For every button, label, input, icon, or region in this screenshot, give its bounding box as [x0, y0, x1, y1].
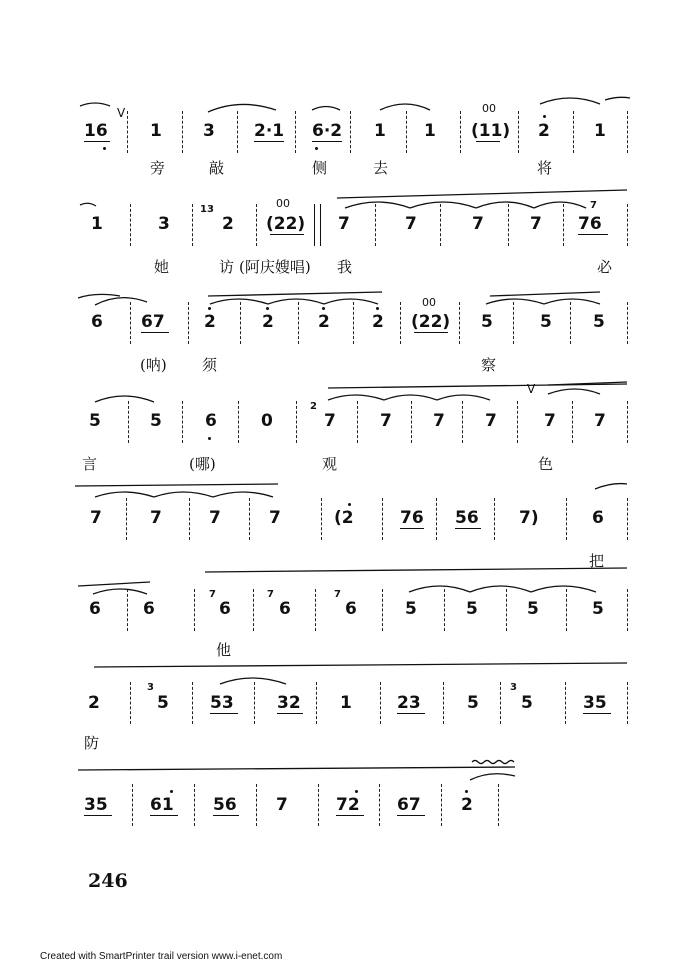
slur — [531, 586, 596, 592]
note: 7 — [150, 508, 162, 528]
lyric: 敲 — [209, 159, 225, 177]
slur — [95, 396, 154, 402]
slur — [208, 292, 382, 296]
note: 6 — [205, 411, 217, 431]
lyric: 他 — [216, 641, 232, 659]
note: 7 — [485, 411, 497, 431]
note: 7 — [338, 214, 350, 234]
note: 76 — [400, 508, 424, 528]
lyric: 色 — [538, 455, 554, 473]
note: 5 — [157, 693, 169, 713]
note-parenthesized: (22) — [266, 214, 306, 234]
slur — [95, 492, 154, 497]
note: 2 — [461, 795, 473, 815]
slur — [548, 389, 600, 394]
slur — [410, 202, 476, 208]
slur — [470, 774, 515, 780]
note: 3 — [158, 214, 170, 234]
note: 6 — [592, 508, 604, 528]
note: 5 — [521, 693, 533, 713]
lyric: 去 — [373, 159, 389, 177]
lyric: 防 — [84, 734, 100, 752]
note: 1 — [424, 121, 436, 141]
note: 53 — [210, 693, 234, 713]
note: 5 — [592, 599, 604, 619]
slur — [470, 586, 531, 592]
note: 1 — [374, 121, 386, 141]
slur — [78, 767, 515, 770]
breath-mark: V — [117, 106, 126, 120]
slur — [534, 202, 586, 208]
grace-note: 3 — [510, 682, 517, 693]
lyric: 必 — [597, 258, 613, 276]
note: 2 — [204, 312, 216, 332]
slur — [595, 484, 627, 489]
slur — [220, 678, 286, 684]
note: 5 — [540, 312, 552, 332]
slur — [486, 299, 544, 304]
repeat-mark: 00 — [276, 197, 290, 210]
note: 61 — [150, 795, 174, 815]
note: 2 — [372, 312, 384, 332]
slur — [205, 568, 627, 572]
page-number: 246 — [88, 870, 128, 892]
note: 23 — [397, 693, 421, 713]
note: 5 — [467, 693, 479, 713]
breath-mark: V — [527, 382, 536, 396]
note: 5 — [150, 411, 162, 431]
slur — [437, 395, 490, 400]
note: 35 — [583, 693, 607, 713]
slur — [78, 582, 150, 586]
slur — [80, 203, 96, 206]
slur — [210, 299, 268, 304]
lyric: (哪) — [189, 455, 216, 473]
note: 5 — [466, 599, 478, 619]
lyric: 察 — [481, 356, 497, 374]
note: 1 — [594, 121, 606, 141]
slur — [490, 292, 600, 296]
note: 7 — [544, 411, 556, 431]
slur — [95, 298, 147, 305]
slur — [544, 299, 600, 304]
slur — [154, 492, 213, 497]
note: 3 — [203, 121, 215, 141]
note: 5 — [405, 599, 417, 619]
grace-note: 7 — [209, 589, 216, 600]
slur — [213, 492, 273, 497]
note: 6 — [279, 599, 291, 619]
note: 7 — [276, 795, 288, 815]
lyric: 旁 — [150, 159, 166, 177]
lyric: 访 — [219, 258, 235, 276]
note: 6 — [345, 599, 357, 619]
note: 72 — [336, 795, 360, 815]
note: 6 — [91, 312, 103, 332]
grace-note: 7 — [334, 589, 341, 600]
repeat-mark: 00 — [422, 296, 436, 309]
note: 5 — [593, 312, 605, 332]
slur — [78, 294, 120, 298]
note: 76 — [578, 214, 602, 234]
grace-note: 7 — [267, 589, 274, 600]
note: 1 — [91, 214, 103, 234]
grace-note: 3 — [147, 682, 154, 693]
lyric: 须 — [202, 356, 218, 374]
note: 5 — [527, 599, 539, 619]
lyric: 言 — [82, 455, 98, 473]
note: 2 — [318, 312, 330, 332]
note: 7 — [530, 214, 542, 234]
note: 67 — [141, 312, 165, 332]
lyric: 把 — [589, 552, 605, 570]
slur — [337, 190, 627, 198]
repeat-mark: 00 — [482, 102, 496, 115]
slur — [324, 299, 378, 304]
slur — [75, 484, 278, 486]
note: 7 — [472, 214, 484, 234]
lyric: 她 — [154, 258, 170, 276]
slur — [312, 107, 340, 111]
note: 6 — [89, 599, 101, 619]
note: 2 — [88, 693, 100, 713]
tremolo — [472, 761, 514, 764]
slur — [345, 202, 410, 208]
note: 7 — [269, 508, 281, 528]
note: 16 — [84, 121, 108, 141]
note: 2 — [222, 214, 234, 234]
note: 7 — [324, 411, 336, 431]
note: 7 — [380, 411, 392, 431]
grace-note: 13 — [200, 204, 214, 215]
lyric: 观 — [322, 455, 338, 473]
note: 6·2 — [312, 121, 343, 141]
slur — [380, 104, 430, 110]
watermark-footer: Created with SmartPrinter trail version www.i-enet.com — [40, 951, 283, 962]
note: 6 — [219, 599, 231, 619]
lyric: (呐) — [140, 356, 167, 374]
note-parenthesized: (2 — [334, 508, 354, 528]
note: 1 — [150, 121, 162, 141]
note: 0 — [261, 411, 273, 431]
note-parenthesized: (22) — [411, 312, 451, 332]
note: 7 — [405, 214, 417, 234]
note: 32 — [277, 693, 301, 713]
note: 2 — [538, 121, 550, 141]
slur — [80, 103, 110, 106]
note: 1 — [340, 693, 352, 713]
note: 35 — [84, 795, 108, 815]
lyric: 侧 — [312, 159, 328, 177]
slur — [540, 98, 600, 104]
slur — [208, 104, 276, 112]
slur — [93, 589, 147, 594]
note: 7 — [90, 508, 102, 528]
grace-note: 2 — [310, 401, 317, 412]
note: 2 — [262, 312, 274, 332]
note: 56 — [455, 508, 479, 528]
slur — [605, 97, 630, 100]
note: 7 — [594, 411, 606, 431]
slur — [384, 395, 437, 400]
note: 5 — [89, 411, 101, 431]
slur — [328, 395, 384, 400]
note: 7 — [209, 508, 221, 528]
note-parenthesized: 7) — [519, 508, 539, 528]
lyric: 我 — [337, 258, 353, 276]
slur — [94, 663, 627, 667]
slur — [476, 202, 534, 208]
lyric: 将 — [537, 159, 553, 177]
slur — [328, 384, 627, 388]
grace-note: 7 — [590, 200, 597, 211]
slur — [268, 299, 324, 304]
note: 67 — [397, 795, 421, 815]
note: 7 — [433, 411, 445, 431]
note: 2·1 — [254, 121, 285, 141]
lyric: (阿庆嫂唱) — [239, 258, 311, 276]
note-parenthesized: (11) — [471, 121, 511, 141]
note: 5 — [481, 312, 493, 332]
note: 6 — [143, 599, 155, 619]
note: 56 — [213, 795, 237, 815]
slur — [409, 586, 470, 592]
